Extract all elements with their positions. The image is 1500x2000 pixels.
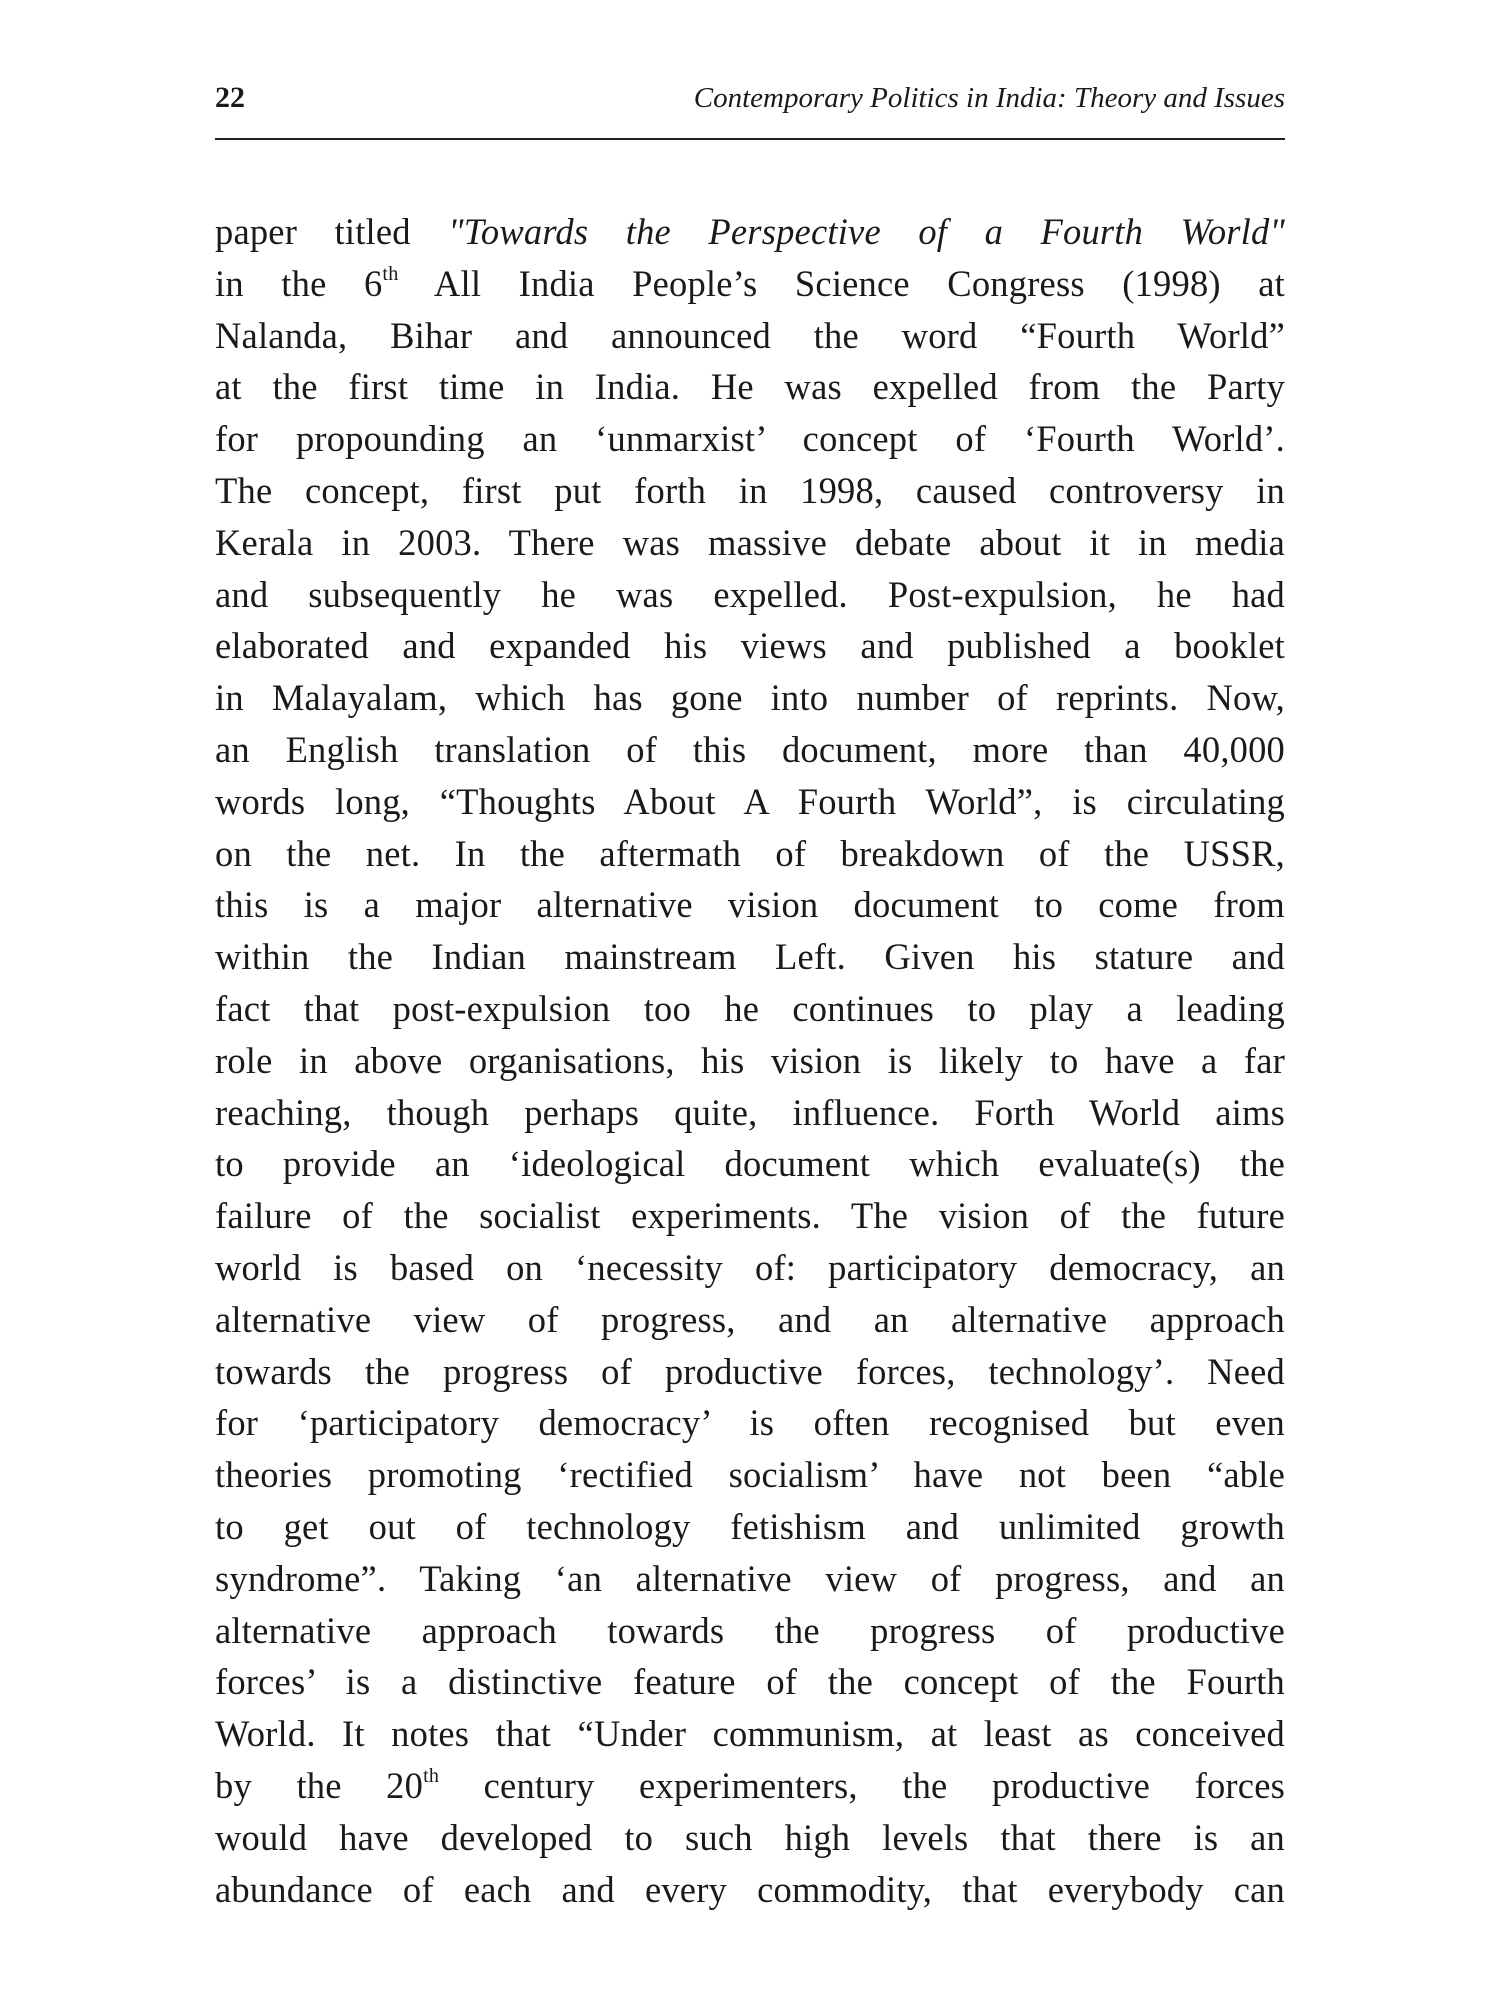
text-line: within the Indian mainstream Left. Given his stature and bbox=[215, 936, 1285, 978]
text-line: forces’ is a distinctive feature of the concept of the Fourth bbox=[215, 1661, 1285, 1703]
running-header bbox=[215, 78, 1285, 128]
text-line: The concept, first put forth in 1998, caused controversy in bbox=[215, 469, 1285, 511]
text-line: would have developed to such high levels that there is an bbox=[215, 1816, 1285, 1858]
text-line: by the 20th century experimenters, the productive forces bbox=[215, 1764, 1285, 1806]
text-line: World. It notes that “Under communism, at least as conceived bbox=[215, 1713, 1285, 1755]
text-line: world is based on ‘necessity of: participatory democracy, an bbox=[215, 1246, 1285, 1288]
text-line: role in above organisations, his vision is likely to have a far bbox=[215, 1039, 1285, 1081]
text-line: paper titled "Towards the Perspective of a Fourth World" bbox=[215, 211, 1285, 252]
text-line: on the net. In the aftermath of breakdown of the USSR, bbox=[215, 832, 1285, 874]
text-line: and subsequently he was expelled. Post-expulsion, he had bbox=[215, 573, 1285, 615]
text-line: alternative view of progress, and an alternative approach bbox=[215, 1298, 1285, 1340]
text-line: in Malayalam, which has gone into number of reprints. Now, bbox=[215, 677, 1285, 719]
text-line: to provide an ‘ideological document which evaluate(s) the bbox=[215, 1143, 1285, 1185]
body-paragraph bbox=[215, 206, 1285, 1915]
text-line: theories promoting ‘rectified socialism’ have not been “able bbox=[215, 1454, 1285, 1496]
text-line: abundance of each and every commodity, that everybody can bbox=[215, 1868, 1285, 1910]
page-number: 22 bbox=[215, 81, 245, 114]
text-line: reaching, though perhaps quite, influence. Forth World aims bbox=[215, 1091, 1285, 1133]
text-line: this is a major alternative vision document to come from bbox=[215, 884, 1285, 926]
text-line: towards the progress of productive forces, technology’. Need bbox=[215, 1350, 1285, 1392]
text-line: syndrome”. Taking ‘an alternative view of progress, and an bbox=[215, 1557, 1285, 1599]
text-line: an English translation of this document, more than 40,000 bbox=[215, 728, 1285, 770]
text-line: Nalanda, Bihar and announced the word “Fourth World” bbox=[215, 314, 1285, 356]
text-line: Kerala in 2003. There was massive debate about it in media bbox=[215, 521, 1285, 563]
text-line: alternative approach towards the progress of productive bbox=[215, 1609, 1285, 1651]
text-line: for ‘participatory democracy’ is often recognised but even bbox=[215, 1402, 1285, 1444]
text-line: elaborated and expanded his views and published a booklet bbox=[215, 625, 1285, 667]
text-line: for propounding an ‘unmarxist’ concept of ‘Fourth World’. bbox=[215, 418, 1285, 460]
text-line: at the first time in India. He was expelled from the Party bbox=[215, 366, 1285, 408]
header-rule bbox=[215, 138, 1285, 140]
text-line: in the 6th All India People’s Science Congress (1998) at bbox=[215, 262, 1285, 304]
text-line: words long, “Thoughts About A Fourth World”, is circulating bbox=[215, 780, 1285, 822]
text-line: to get out of technology fetishism and unlimited growth bbox=[215, 1505, 1285, 1547]
book-title: Contemporary Politics in India: Theory and Issues bbox=[693, 82, 1285, 114]
text-line: fact that post-expulsion too he continues to play a leading bbox=[215, 987, 1285, 1029]
text-line: failure of the socialist experiments. The vision of the future bbox=[215, 1195, 1285, 1237]
